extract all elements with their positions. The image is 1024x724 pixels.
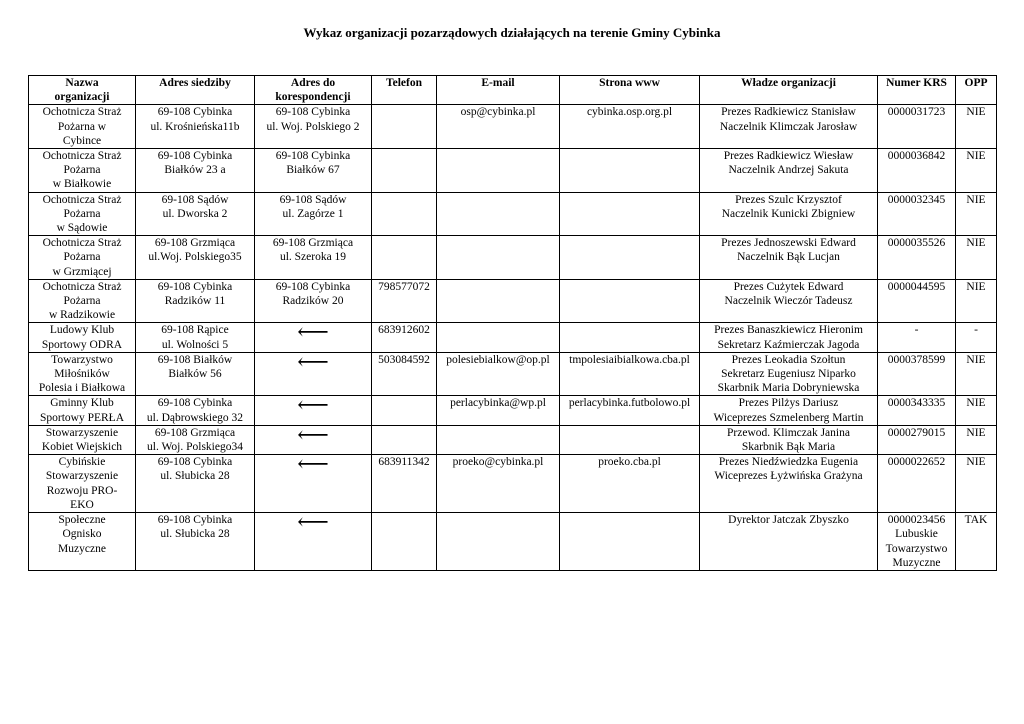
cell-krs-number: - [878,323,956,352]
cell-email: perlacybinka@wp.pl [437,396,560,425]
column-header-authorities: Władze organizacji [700,76,878,105]
cell-authorities: Prezes Banaszkiewicz Hieronim Sekretarz Kaźmierczak Jagoda [700,323,878,352]
column-header-email: E-mail [437,76,560,105]
cell-name: Cybińskie Stowarzyszenie Rozwoju PRO- EKO [29,455,136,513]
cell-krs-number: 0000343335 [878,396,956,425]
cell-address: 69-108 Cybinka ul. Dąbrowskiego 32 [136,396,255,425]
table-row [29,396,997,425]
table-row [29,513,997,571]
column-header-phone: Telefon [372,76,437,105]
same-address-arrow-icon: ⟵ [255,513,372,571]
cell-authorities: Prezes Radkiewicz Stanisław Naczelnik Klimczak Jarosław [700,105,878,149]
cell-correspondence-address: 69-108 Cybinka Białków 67 [255,149,372,193]
cell-website [560,323,700,352]
cell-correspondence-address: 69-108 Grzmiąca ul. Szeroka 19 [255,236,372,280]
cell-email [437,236,560,280]
column-header-address: Adres siedziby [136,76,255,105]
cell-opp: NIE [956,149,997,193]
cell-name: Ochotnicza Straż Pożarna w Białkowie [29,149,136,193]
table-row [29,425,997,454]
cell-phone [372,192,437,236]
cell-name: Ludowy Klub Sportowy ODRA [29,323,136,352]
cell-opp: NIE [956,279,997,323]
cell-krs-number: 0000032345 [878,192,956,236]
cell-email [437,149,560,193]
document-title: Wykaz organizacji pozarządowych działających na terenie Gminy Cybinka [303,25,721,40]
cell-opp: NIE [956,396,997,425]
cell-authorities: Prezes Leokadia Szołtun Sekretarz Eugeniusz Niparko Skarbnik Maria Dobryniewska [700,352,878,396]
table-row [29,323,997,352]
cell-phone [372,396,437,425]
cell-address: 69-108 Cybinka ul. Słubicka 28 [136,455,255,513]
cell-authorities: Dyrektor Jatczak Zbyszko [700,513,878,571]
cell-authorities: Prezes Radkiewicz Wiesław Naczelnik Andrzej Sakuta [700,149,878,193]
same-address-arrow-icon: ⟵ [255,396,372,425]
cell-address: 69-108 Sądów ul. Dworska 2 [136,192,255,236]
cell-phone: 683911342 [372,455,437,513]
cell-email: proeko@cybinka.pl [437,455,560,513]
cell-name: Społeczne Ognisko Muzyczne [29,513,136,571]
table-row [29,192,997,236]
same-address-arrow-icon: ⟵ [255,323,372,352]
cell-correspondence-address: 69-108 Sądów ul. Zagórze 1 [255,192,372,236]
cell-website: tmpolesiaibialkowa.cba.pl [560,352,700,396]
cell-email: osp@cybinka.pl [437,105,560,149]
cell-opp: - [956,323,997,352]
cell-email [437,192,560,236]
cell-website [560,279,700,323]
column-header-correspondence-address: Adres do korespondencji [255,76,372,105]
cell-krs-number: 0000023456 Lubuskie Towarzystwo Muzyczne [878,513,956,571]
cell-authorities: Prezes Szulc Krzysztof Naczelnik Kunicki Zbigniew [700,192,878,236]
table-row [29,236,997,280]
column-header-krs-number: Numer KRS [878,76,956,105]
table-body [29,105,997,571]
table-row [29,352,997,396]
cell-website: cybinka.osp.org.pl [560,105,700,149]
cell-krs-number: 0000031723 [878,105,956,149]
cell-name: Towarzystwo Miłośników Polesia i Białkowa [29,352,136,396]
cell-opp: NIE [956,192,997,236]
cell-authorities: Prezes Jednoszewski Edward Naczelnik Bąk Lucjan [700,236,878,280]
cell-authorities: Prezes Pilżys Dariusz Wiceprezes Szmelenberg Martin [700,396,878,425]
cell-website [560,149,700,193]
cell-website [560,192,700,236]
cell-email [437,279,560,323]
cell-krs-number: 0000044595 [878,279,956,323]
cell-address: 69-108 Grzmiąca ul. Woj. Polskiego34 [136,425,255,454]
cell-name: Gminny Klub Sportowy PERŁA [29,396,136,425]
cell-opp: NIE [956,105,997,149]
cell-name: Ochotnicza Straż Pożarna w Radzikowie [29,279,136,323]
table-header [29,76,997,105]
cell-address: 69-108 Cybinka Białków 23 a [136,149,255,193]
cell-authorities: Przewod. Klimczak Janina Skarbnik Bąk Maria [700,425,878,454]
cell-opp: NIE [956,425,997,454]
cell-correspondence-address: 69-108 Cybinka Radzików 20 [255,279,372,323]
cell-authorities: Prezes Niedźwiedzka Eugenia Wiceprezes Łyżwińska Grażyna [700,455,878,513]
organizations-table [28,75,997,571]
cell-authorities: Prezes Cużytek Edward Naczelnik Wieczór Tadeusz [700,279,878,323]
cell-name: Ochotnicza Straż Pożarna w Grzmiącej [29,236,136,280]
cell-name: Stowarzyszenie Kobiet Wiejskich [29,425,136,454]
cell-website [560,425,700,454]
cell-opp: NIE [956,352,997,396]
cell-phone: 683912602 [372,323,437,352]
same-address-arrow-icon: ⟵ [255,425,372,454]
cell-krs-number: 0000035526 [878,236,956,280]
cell-website [560,236,700,280]
cell-website: perlacybinka.futbolowo.pl [560,396,700,425]
cell-krs-number: 0000378599 [878,352,956,396]
cell-opp: NIE [956,455,997,513]
cell-website: proeko.cba.pl [560,455,700,513]
cell-email: polesiebialkow@op.pl [437,352,560,396]
cell-address: 69-108 Białków Białków 56 [136,352,255,396]
cell-name: Ochotnicza Straż Pożarna w Cybince [29,105,136,149]
cell-krs-number: 0000279015 [878,425,956,454]
same-address-arrow-icon: ⟵ [255,352,372,396]
column-header-name: Nazwa organizacji [29,76,136,105]
cell-website [560,513,700,571]
cell-address: 69-108 Grzmiąca ul.Woj. Polskiego35 [136,236,255,280]
table-row [29,455,997,513]
same-address-arrow-icon: ⟵ [255,455,372,513]
cell-opp: NIE [956,236,997,280]
table-row [29,149,997,193]
column-header-website: Strona www [560,76,700,105]
cell-phone [372,236,437,280]
cell-phone [372,425,437,454]
cell-krs-number: 0000036842 [878,149,956,193]
cell-phone [372,149,437,193]
column-header-opp: OPP [956,76,997,105]
cell-opp: TAK [956,513,997,571]
table-row [29,105,997,149]
cell-address: 69-108 Cybinka Radzików 11 [136,279,255,323]
cell-address: 69-108 Cybinka ul. Krośnieńska11b [136,105,255,149]
cell-email [437,425,560,454]
cell-phone: 503084592 [372,352,437,396]
cell-phone: 798577072 [372,279,437,323]
cell-email [437,513,560,571]
cell-email [437,323,560,352]
cell-phone [372,513,437,571]
header-row [29,76,997,105]
cell-address: 69-108 Cybinka ul. Słubicka 28 [136,513,255,571]
cell-address: 69-108 Rąpice ul. Wolności 5 [136,323,255,352]
table-row [29,279,997,323]
cell-phone [372,105,437,149]
cell-krs-number: 0000022652 [878,455,956,513]
cell-name: Ochotnicza Straż Pożarna w Sądowie [29,192,136,236]
cell-correspondence-address: 69-108 Cybinka ul. Woj. Polskiego 2 [255,105,372,149]
